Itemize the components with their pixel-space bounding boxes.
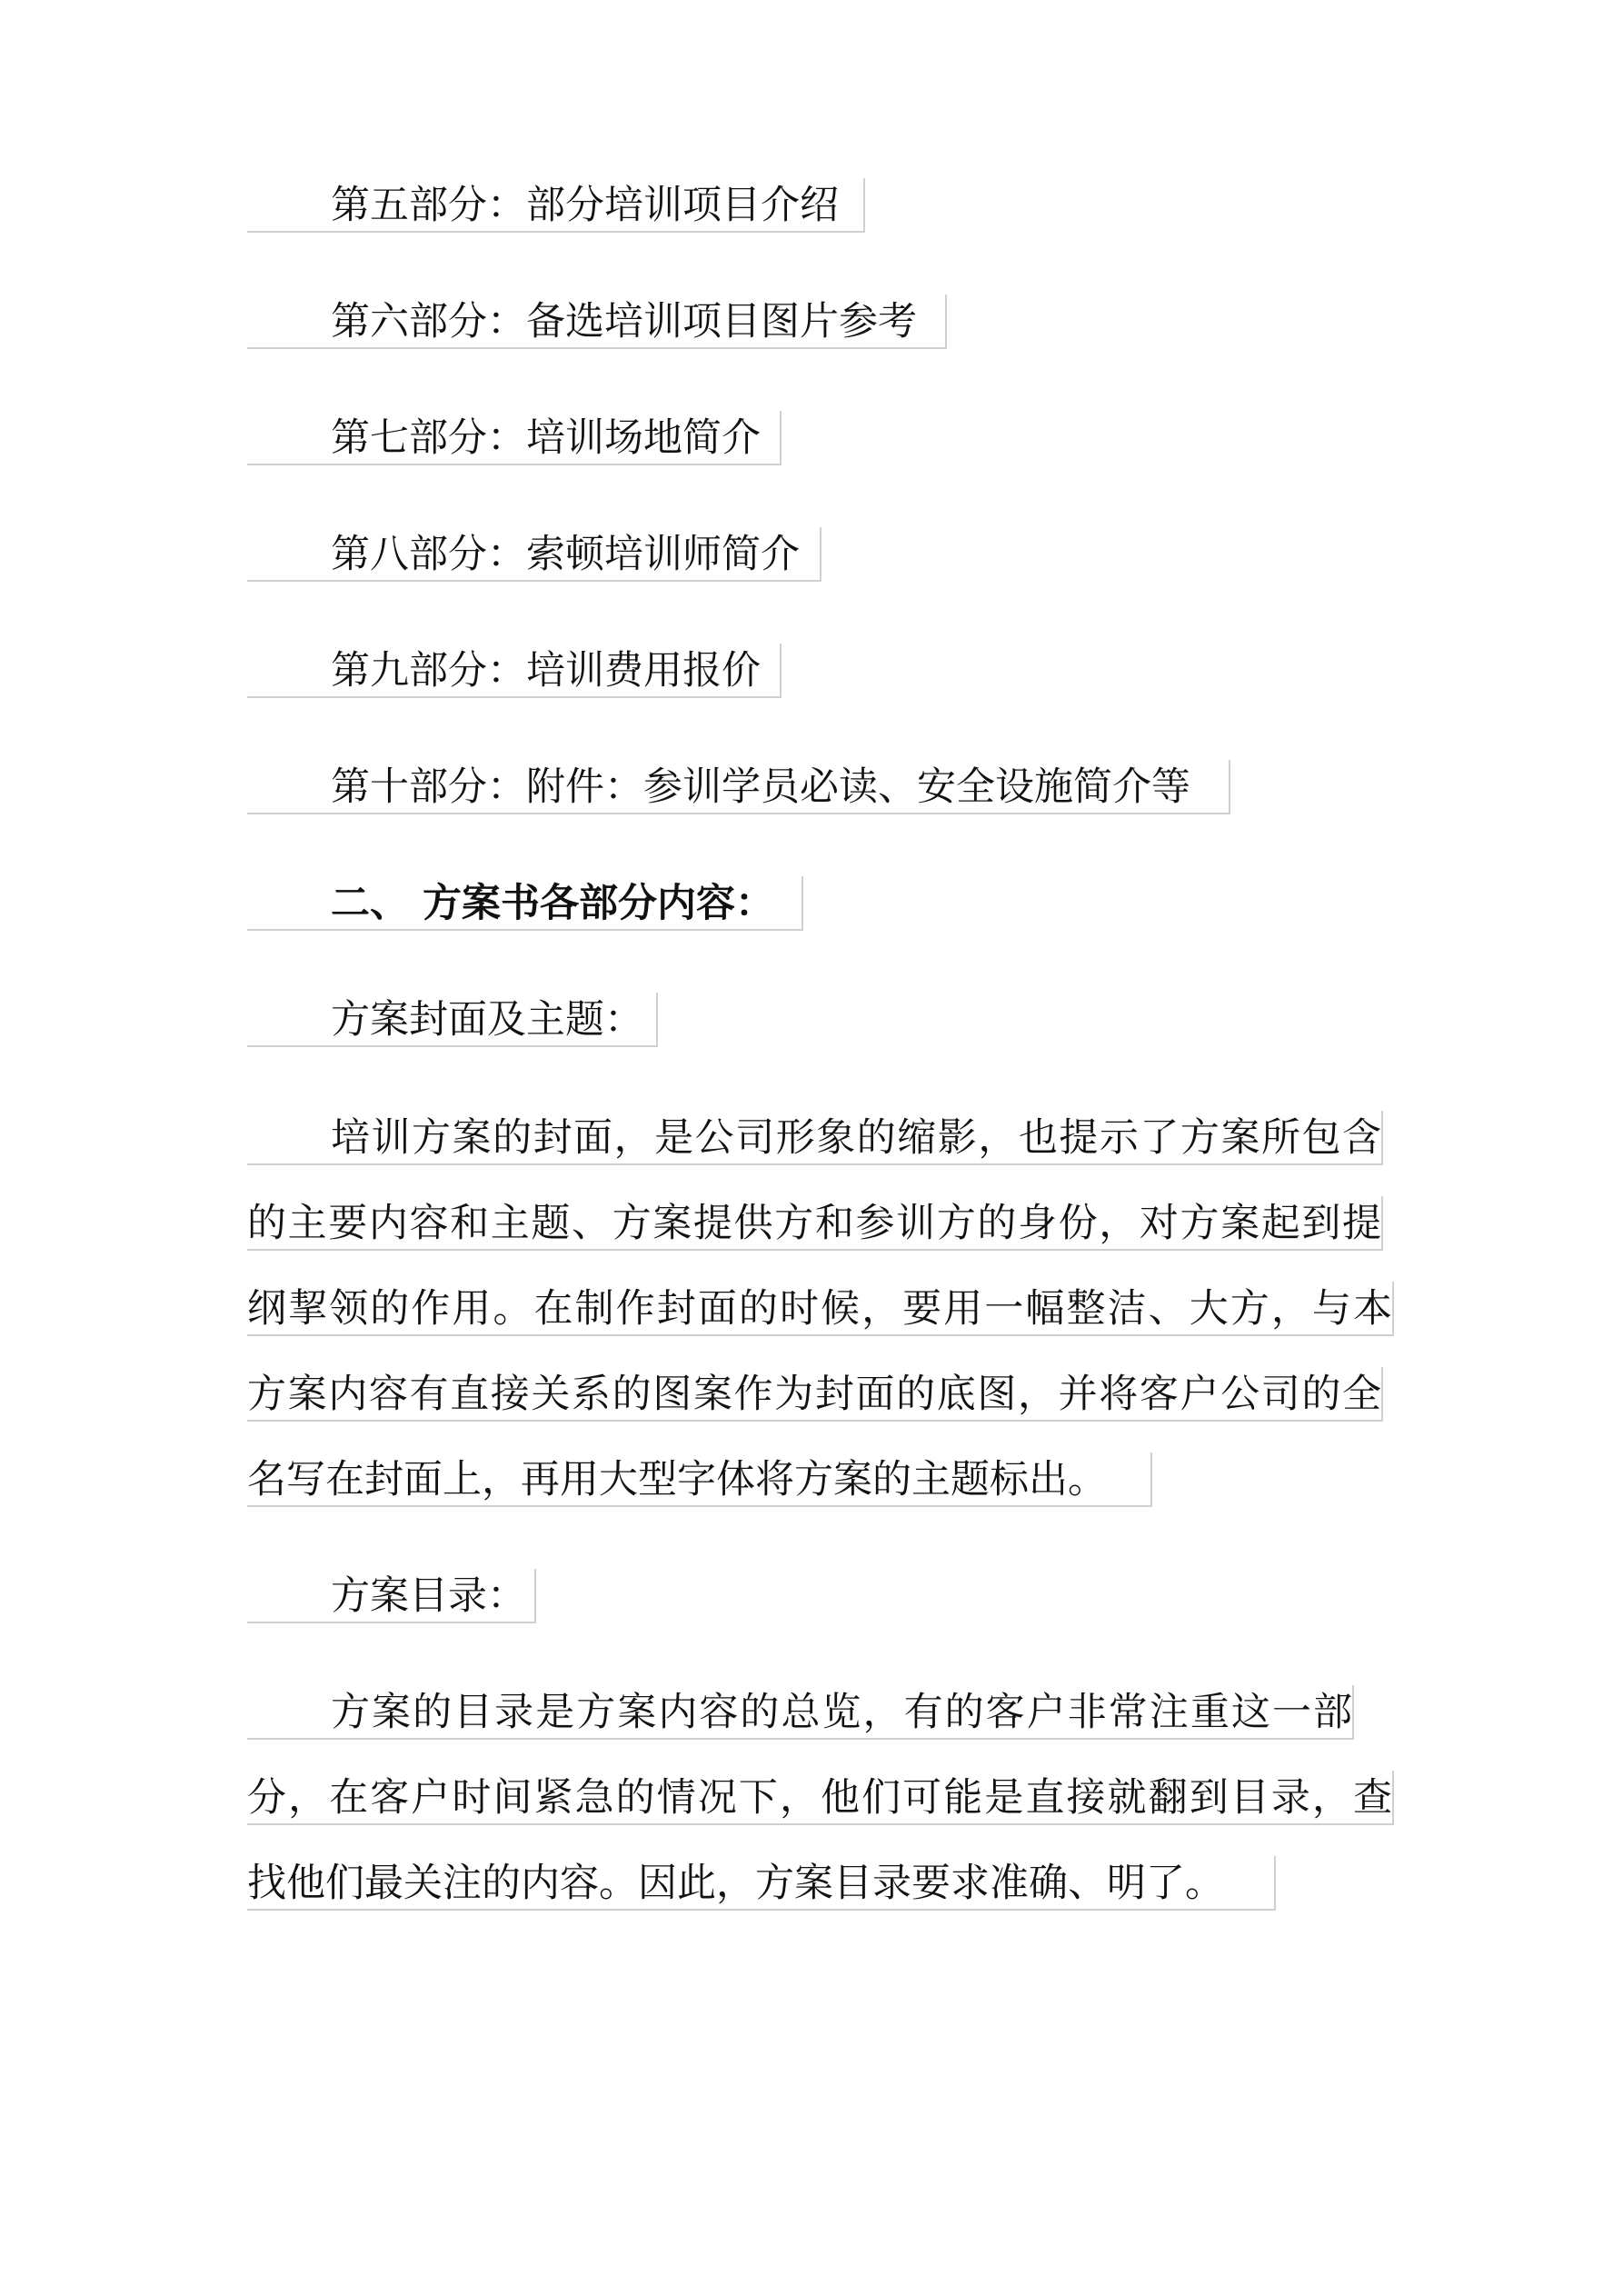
toc-item-7 xyxy=(247,411,782,465)
cover-line-2-text: 的主要内容和主题、方案提供方和参训方的身份，对方案起到提 xyxy=(247,1201,1381,1246)
toc-item-5-text: 第五部分：部分培训项目介绍 xyxy=(331,183,839,228)
toc-item-10 xyxy=(247,760,1230,814)
cover-paragraph-line-4 xyxy=(247,1367,1383,1422)
toc-item-9 xyxy=(247,644,782,698)
section-heading-text: 二、 方案书各部分内容： xyxy=(331,881,774,926)
contents-line-1-text: 方案的目录是方案内容的总览，有的客户非常注重这一部 xyxy=(331,1690,1352,1735)
contents-heading xyxy=(247,1569,536,1623)
toc-item-8-text: 第八部分：索顿培训师简介 xyxy=(331,532,800,577)
cover-line-5-text: 名写在封面上，再用大型字体将方案的主题标出。 xyxy=(247,1457,1107,1502)
toc-item-5 xyxy=(247,178,865,233)
toc-item-9-text: 第九部分：培训费用报价 xyxy=(331,648,761,694)
cover-paragraph-line-2 xyxy=(247,1196,1383,1251)
contents-paragraph-line-1 xyxy=(247,1685,1354,1740)
contents-line-3-text: 找他们最关注的内容。因此，方案目录要求准确、明了。 xyxy=(247,1861,1224,1906)
contents-paragraph-line-2 xyxy=(247,1771,1394,1825)
cover-heading-text: 方案封面及主题： xyxy=(331,997,643,1043)
toc-item-6-text: 第六部分：备选培训项目图片参考 xyxy=(331,299,917,344)
toc-item-7-text: 第七部分：培训场地简介 xyxy=(331,415,761,461)
cover-paragraph-line-3 xyxy=(247,1282,1394,1336)
section-heading xyxy=(247,876,803,931)
cover-line-3-text: 纲挈领的作用。在制作封面的时候，要用一幅整洁、大方，与本 xyxy=(247,1286,1392,1332)
toc-item-6 xyxy=(247,294,947,349)
cover-paragraph-line-1 xyxy=(247,1111,1383,1165)
toc-item-10-text: 第十部分：附件：参训学员必读、安全设施简介等 xyxy=(331,764,1190,810)
contents-line-2-text: 分，在客户时间紧急的情况下，他们可能是直接就翻到目录，查 xyxy=(247,1775,1392,1821)
cover-heading xyxy=(247,993,658,1047)
cover-line-1-text: 培训方案的封面，是公司形象的缩影，也提示了方案所包含 xyxy=(331,1115,1381,1161)
contents-heading-text: 方案目录： xyxy=(331,1573,526,1619)
cover-paragraph-line-5 xyxy=(247,1452,1152,1507)
contents-paragraph-line-3 xyxy=(247,1856,1276,1911)
toc-item-8 xyxy=(247,527,821,582)
cover-line-4-text: 方案内容有直接关系的图案作为封面的底图，并将客户公司的全 xyxy=(247,1372,1381,1417)
